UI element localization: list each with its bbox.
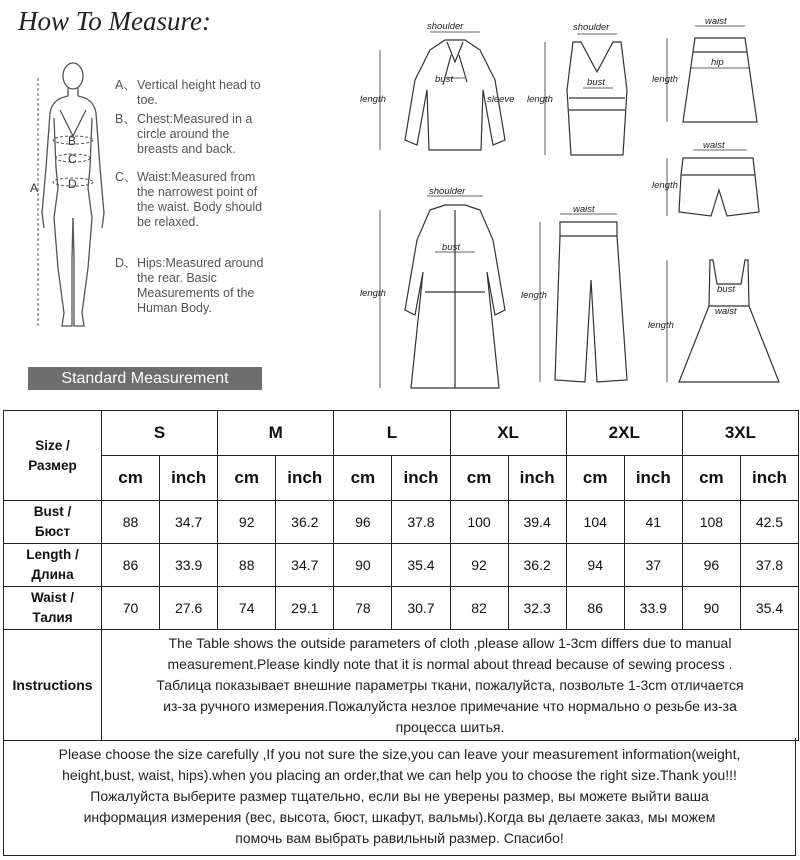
table-cell: 92 (450, 544, 508, 587)
label-bust-tank: bust (587, 77, 605, 88)
size-3xl: 3XL (682, 411, 798, 456)
table-cell: 88 (102, 501, 160, 544)
table-cell: 90 (334, 544, 392, 587)
unit-inch: inch (740, 456, 798, 501)
row-label-bust: Bust / Бюст (4, 501, 102, 544)
label-bust-blouse: bust (435, 74, 453, 85)
unit-cm: cm (334, 456, 392, 501)
table-cell: 35.4 (740, 587, 798, 630)
label-shoulder-tank: shoulder (573, 22, 610, 33)
table-cell: 32.3 (508, 587, 566, 630)
label-waist-pants: waist (573, 204, 595, 215)
unit-cm: cm (102, 456, 160, 501)
size-l: L (334, 411, 450, 456)
table-cell: 37.8 (740, 544, 798, 587)
unit-inch: inch (392, 456, 450, 501)
unit-cm: cm (218, 456, 276, 501)
table-cell: 94 (566, 544, 624, 587)
label-waist-dress: waist (715, 306, 737, 317)
label-bust-dress: bust (717, 284, 735, 295)
size-header-row (4, 411, 799, 456)
label-hip-skirt: hip (711, 57, 724, 68)
note-a: A、Vertical height head to toe. (115, 78, 261, 107)
table-cell: 108 (682, 501, 740, 544)
unit-header-row (4, 456, 799, 501)
unit-inch: inch (508, 456, 566, 501)
table-cell: 88 (218, 544, 276, 587)
unit-cm: cm (566, 456, 624, 501)
row-label-waist: Waist / Талия (4, 587, 102, 630)
label-length-coat: length (360, 288, 386, 299)
shorts-sketch (679, 158, 759, 216)
row-label-length: Length / Длина (4, 544, 102, 587)
instructions-row (4, 630, 799, 741)
table-cell: 86 (102, 544, 160, 587)
table-cell: 96 (682, 544, 740, 587)
label-length-skirt: length (652, 74, 678, 85)
size-table (3, 410, 799, 741)
instructions-text: The Table shows the outside parameters of cloth ,please allow 1-3cm differs due to manual measurement.Please kindly note that it is normal about thread because of sewing process . Таблица показывает внешние параметры ткани, пожалуйста, позвольте 1-3cm отличается из-за ручного измерения.Пожалуйста незлое примечание что нормально о резьбе из-за процесса шитья. (102, 630, 799, 741)
label-waist-skirt: waist (705, 16, 727, 27)
table-row-bust (4, 501, 799, 544)
table-cell: 33.9 (624, 587, 682, 630)
size-m: M (218, 411, 334, 456)
table-cell: 70 (102, 587, 160, 630)
size-2xl: 2XL (566, 411, 682, 456)
label-shoulder-blouse: shoulder (427, 21, 464, 32)
table-cell: 36.2 (276, 501, 334, 544)
label-length-pants: length (521, 290, 547, 301)
table-cell: 27.6 (160, 587, 218, 630)
table-cell: 30.7 (392, 587, 450, 630)
table-cell: 104 (566, 501, 624, 544)
table-cell: 35.4 (392, 544, 450, 587)
table-cell: 90 (682, 587, 740, 630)
table-cell: 41 (624, 501, 682, 544)
page-title: How To Measure: (18, 6, 212, 36)
label-length-dress: length (648, 320, 674, 331)
table-row-waist (4, 587, 799, 630)
size-header-cell: Size / Размер (4, 411, 102, 501)
skirt-sketch (683, 38, 757, 122)
unit-cm: cm (682, 456, 740, 501)
table-cell: 82 (450, 587, 508, 630)
table-cell: 33.9 (160, 544, 218, 587)
label-waist-shorts: waist (703, 140, 725, 151)
unit-cm: cm (450, 456, 508, 501)
table-cell: 29.1 (276, 587, 334, 630)
table-cell: 39.4 (508, 501, 566, 544)
note-d: D、Hips:Measured around the rear. Basic Measurements of the Human Body. (115, 256, 264, 315)
dress-sketch (679, 260, 779, 382)
garment-diagrams (355, 10, 795, 395)
unit-inch: inch (624, 456, 682, 501)
table-cell: 100 (450, 501, 508, 544)
table-cell: 42.5 (740, 501, 798, 544)
table-cell: 37 (624, 544, 682, 587)
letter-a: A (30, 181, 39, 195)
letter-b: B (68, 134, 77, 148)
unit-inch: inch (276, 456, 334, 501)
letter-d: D (68, 177, 77, 191)
table-cell: 78 (334, 587, 392, 630)
label-shoulder-coat: shoulder (429, 186, 466, 197)
table-cell: 34.7 (160, 501, 218, 544)
instructions-label: Instructions (4, 630, 102, 741)
table-cell: 96 (334, 501, 392, 544)
note-b: B、Chest:Measured in a circle around the breasts and back. (115, 112, 253, 156)
size-advice-note: Please choose the size carefully ,If you not sure the size,you can leave your measurement information(weight, height,bust, waist, hips).when you placing an order,that we can help you to choose the right size.Thank you!!! Пожалуйста выберите размер тщательно, если вы не уверены размер, вы можете выйти ваша информация измерения (вес, высота, бюст, шкафут, вальмы).Когда вы делаете заказ, мы можем помочь вам выбрать равильный размер. Спасибо! (3, 738, 796, 856)
size-xl: XL (450, 411, 566, 456)
table-cell: 36.2 (508, 544, 566, 587)
table-cell: 86 (566, 587, 624, 630)
size-s: S (102, 411, 218, 456)
label-sleeve: sleeve (487, 94, 515, 105)
table-row-length (4, 544, 799, 587)
table-cell: 92 (218, 501, 276, 544)
standard-measurement-banner: Standard Measurement (28, 367, 262, 390)
table-cell: 37.8 (392, 501, 450, 544)
unit-inch: inch (160, 456, 218, 501)
pants-sketch (555, 222, 627, 382)
label-length-shorts: length (652, 180, 678, 191)
letter-c: C (68, 152, 77, 166)
body-diagram (28, 58, 108, 343)
table-cell: 74 (218, 587, 276, 630)
label-bust-coat: bust (442, 242, 460, 253)
table-cell: 34.7 (276, 544, 334, 587)
note-c: C、Waist:Measured from the narrowest point of the waist. Body should be relaxed. (115, 170, 263, 229)
label-length-blouse: length (360, 94, 386, 105)
label-length-tank: length (527, 94, 553, 105)
